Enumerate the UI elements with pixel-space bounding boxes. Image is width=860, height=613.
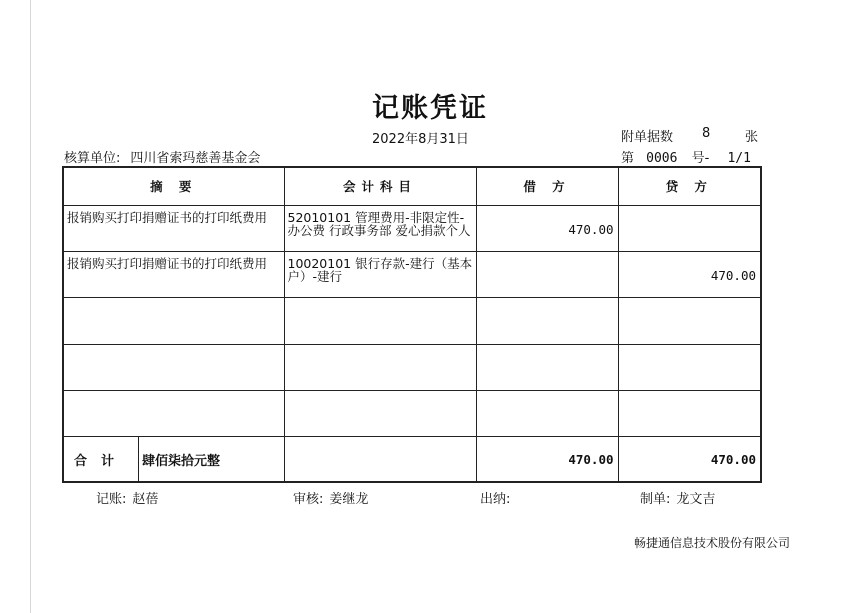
voucher-page: 1/1 xyxy=(727,151,751,166)
row-summary: 报销购买打印捐赠证书的打印纸费用 xyxy=(67,256,268,272)
total-debit: 470.00 xyxy=(476,437,618,482)
accounting-unit-label: 核算单位: xyxy=(64,151,121,166)
accounting-unit xyxy=(64,147,260,166)
row-summary: 报销购买打印捐赠证书的打印纸费用 xyxy=(67,209,268,225)
reviewer-name: 姜继龙 xyxy=(329,492,369,507)
row-account xyxy=(285,391,476,396)
cashier-label: 出纳: xyxy=(480,492,511,507)
row-summary xyxy=(64,345,284,350)
table-row xyxy=(63,205,761,251)
row-debit xyxy=(477,345,618,361)
table-row xyxy=(63,390,761,436)
attachments-unit: 张 xyxy=(745,130,759,145)
header-account: 会计科目 xyxy=(284,167,476,205)
row-credit xyxy=(619,345,761,361)
preparer-label: 制单: xyxy=(640,492,671,507)
table-total-row xyxy=(63,437,761,482)
header-debit: 借 方 xyxy=(476,167,618,205)
row-debit xyxy=(477,391,618,407)
header-summary: 摘 要 xyxy=(63,167,284,205)
table-row xyxy=(63,252,761,298)
bookkeeper-label: 记账: xyxy=(96,492,127,507)
table-row xyxy=(63,344,761,390)
row-summary xyxy=(64,298,284,303)
total-credit: 470.00 xyxy=(618,437,761,482)
row-credit xyxy=(619,206,761,222)
voucher-date: 2022年8月31日 xyxy=(372,132,469,147)
row-account xyxy=(285,345,476,350)
row-account: 10020101 银行存款-建行（基本户）-建行 xyxy=(287,256,473,285)
row-debit xyxy=(477,252,618,268)
bookkeeper-name: 赵蓓 xyxy=(132,492,159,507)
header-credit: 贷 方 xyxy=(618,167,761,205)
total-label: 合计 xyxy=(64,437,139,481)
reviewer-label: 审核: xyxy=(293,492,324,507)
total-amount-in-words: 肆佰柒拾元整 xyxy=(142,453,221,469)
row-debit: 470.00 xyxy=(568,221,614,237)
row-credit: 470.00 xyxy=(710,268,756,284)
table-row xyxy=(63,298,761,344)
voucher-table xyxy=(62,166,762,483)
voucher-number xyxy=(621,147,751,166)
preparer-name: 龙文吉 xyxy=(676,492,716,507)
voucher-number-value: 0006 xyxy=(646,151,678,166)
company-name: 畅捷通信息技术股份有限公司 xyxy=(634,536,791,550)
attachments-label: 附单据数 xyxy=(621,130,674,145)
row-debit xyxy=(477,298,618,314)
attachments-count: 8 xyxy=(702,126,711,141)
row-credit xyxy=(619,298,761,314)
signature-cashier xyxy=(480,488,516,507)
accounting-unit-value: 四川省索玛慈善基金会 xyxy=(130,151,261,166)
voucher-title: 记账凭证 xyxy=(372,93,488,124)
signature-preparer xyxy=(640,488,715,507)
signature-reviewer xyxy=(293,488,368,507)
row-account: 52010101 管理费用-非限定性-办公费 行政事务部 爱心捐款个人 xyxy=(287,209,471,238)
row-credit xyxy=(619,391,761,407)
signature-bookkeeper xyxy=(96,488,158,507)
row-summary xyxy=(64,391,284,396)
voucher-number-suffix: 号- xyxy=(691,151,710,166)
voucher-number-prefix: 第 xyxy=(621,151,635,166)
table-header-row xyxy=(63,167,761,205)
row-account xyxy=(285,298,476,303)
